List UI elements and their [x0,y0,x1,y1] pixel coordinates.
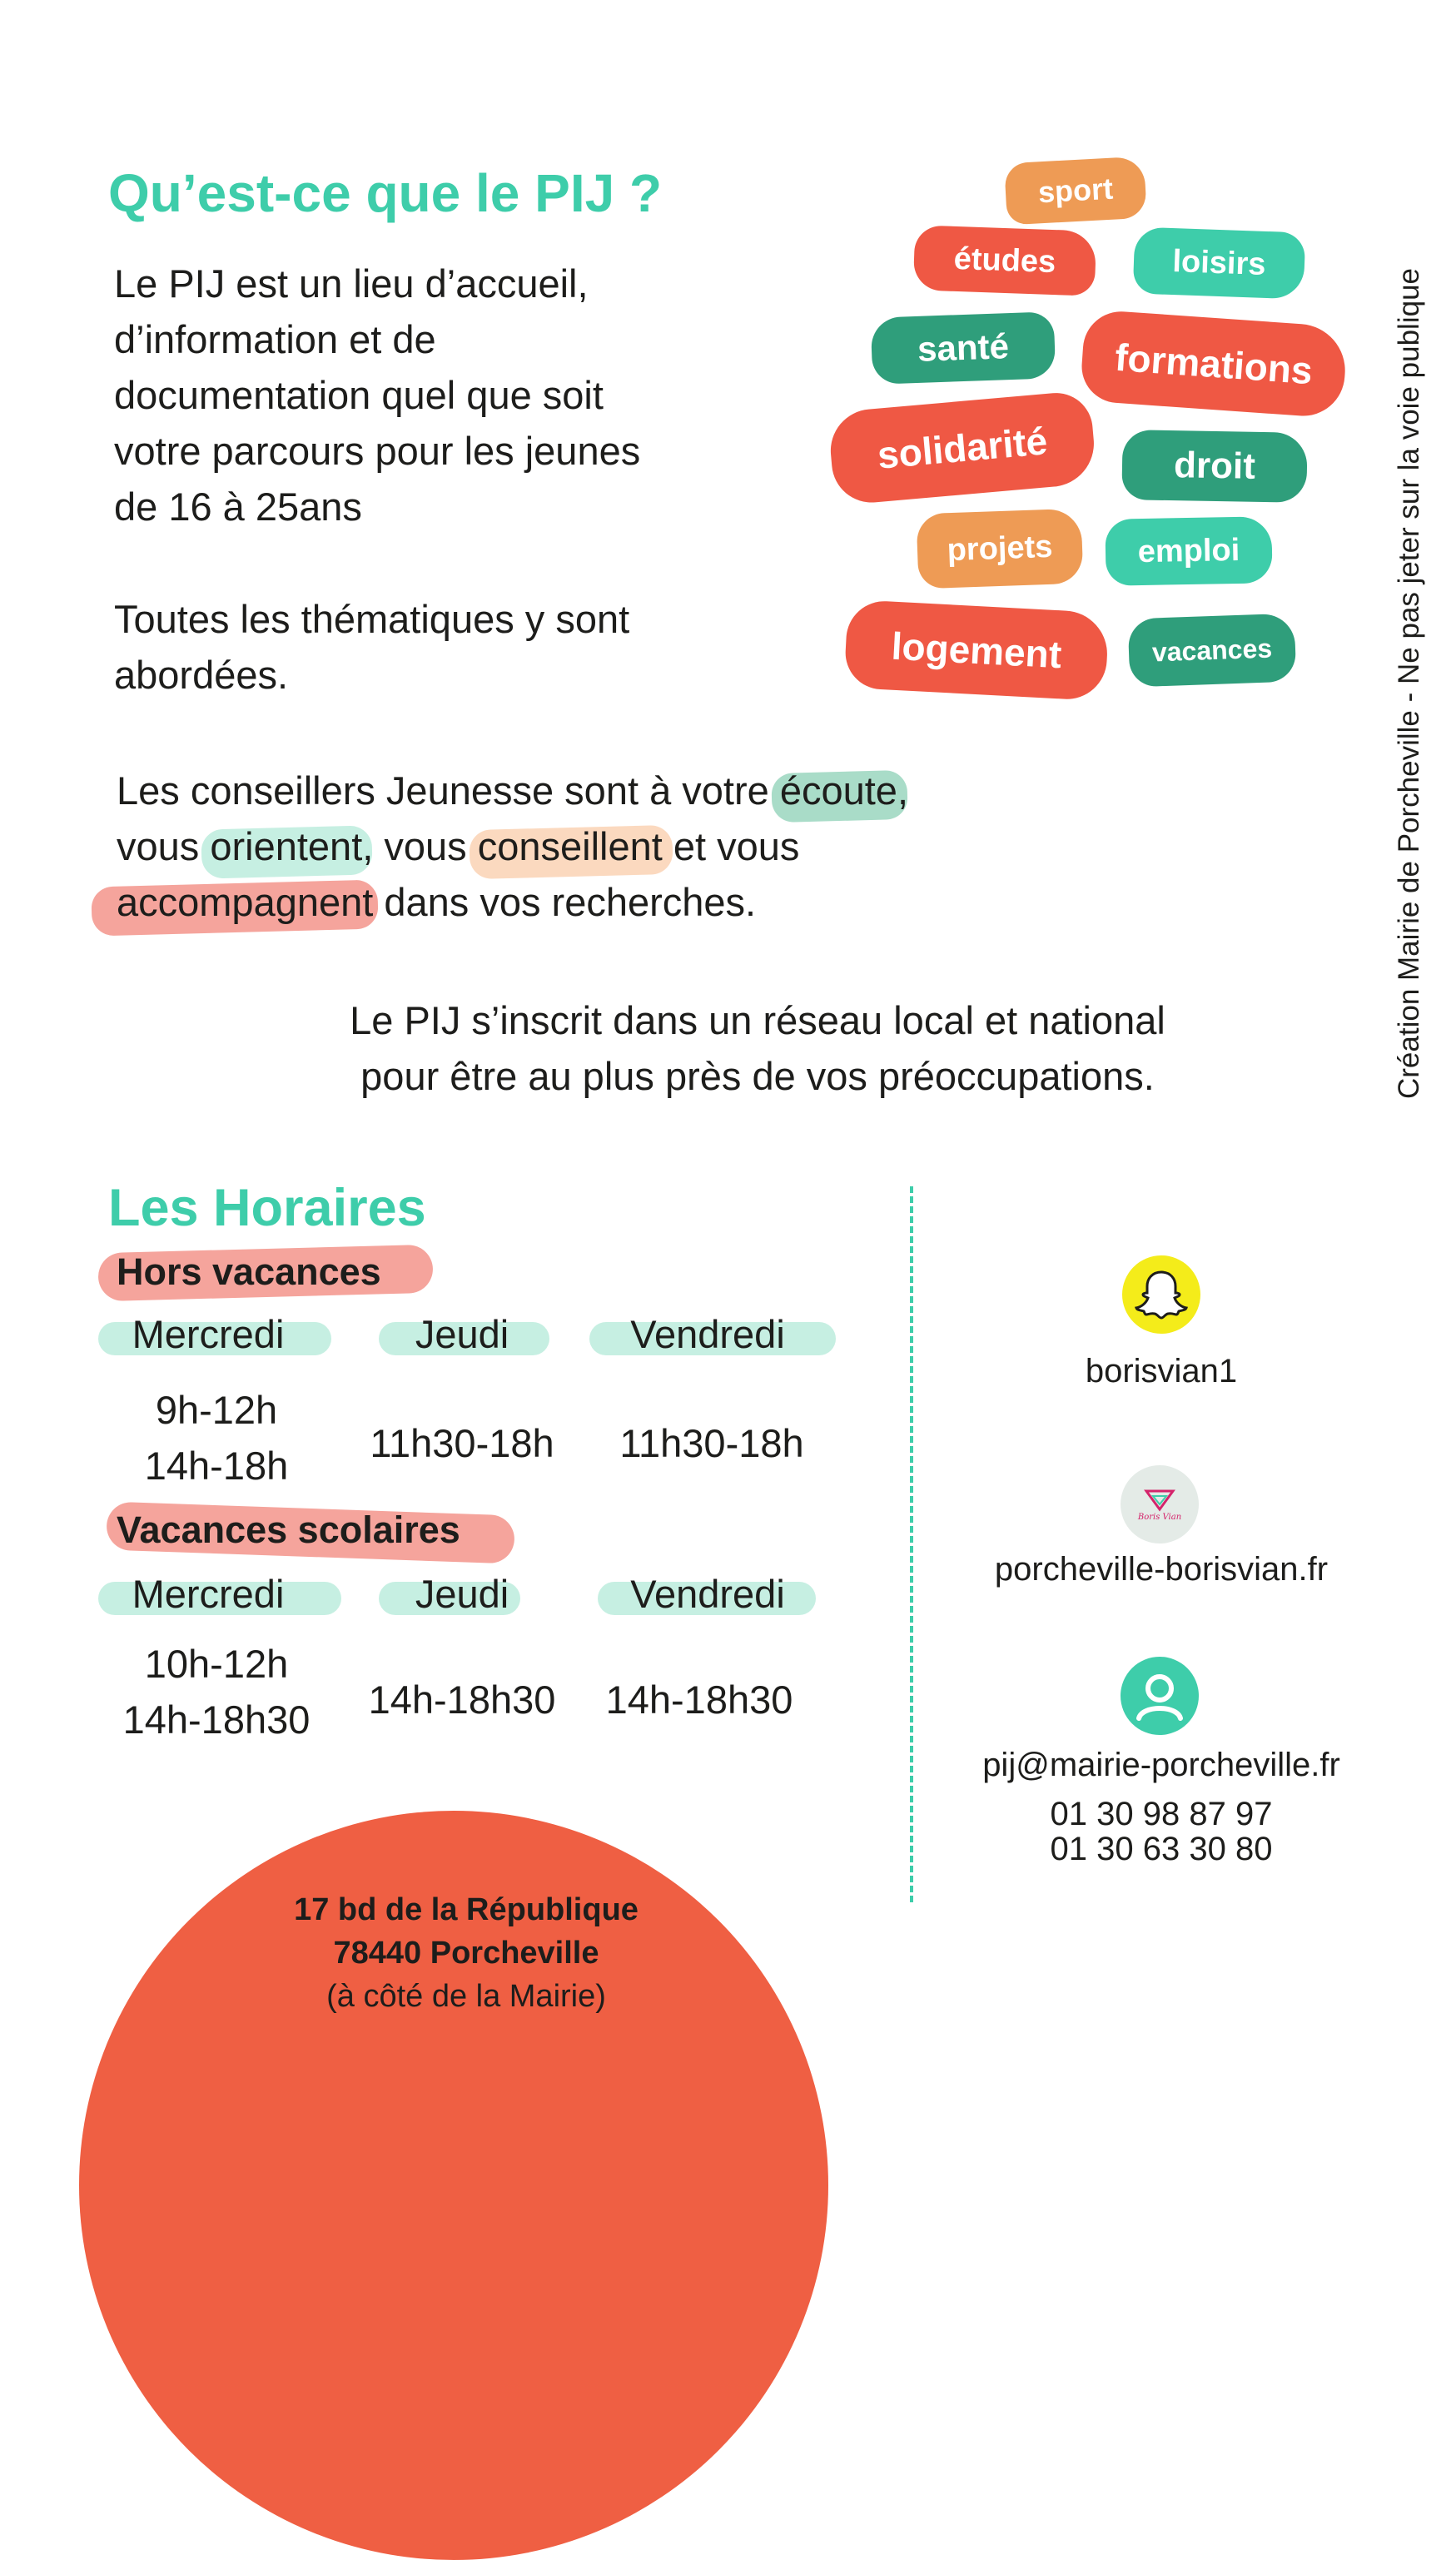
logo-text: Boris Vian [1137,1512,1182,1522]
time-slot: 9h-12h [155,1388,278,1432]
day-mercredi: Mercredi [132,1572,285,1616]
page-title: Qu’est-ce que le PIJ ? [108,163,663,223]
time-vendredi [574,1672,824,1727]
tag-sport: sport [1004,157,1147,226]
email-link[interactable]: pij@mairie-porcheville.fr [982,1747,1340,1783]
time-slot: 14h-18h30 [368,1678,556,1722]
tag-projets: projets [916,509,1083,589]
address-note: (à côté de la Mairie) [326,1979,606,2014]
network-line: Le PIJ s’inscrit dans un réseau local et national [350,998,1165,1042]
advisors-text: vous [117,824,211,868]
user-icon [1121,1657,1199,1735]
address-block [208,1888,724,2018]
address-city: 78440 Porcheville [333,1936,599,1971]
advisors-text: , [897,768,909,813]
snapchat-handle[interactable]: borisvian1 [1085,1353,1238,1389]
time-jeudi [337,1415,587,1471]
time-slot: 11h30-18h [619,1421,804,1465]
address-street: 17 bd de la République [294,1892,639,1927]
tag-etudes: études [913,225,1097,296]
vacances-scolaires-label: Vacances scolaires [117,1509,460,1551]
tag-droit: droit [1121,430,1307,503]
advisors-text: dans vos recherches. [373,880,757,924]
network-paragraph [283,992,1232,1104]
time-jeudi [337,1672,587,1727]
tag-solidarite: solidarité [827,390,1098,505]
time-slot: 14h-18h30 [122,1698,311,1742]
themes-paragraph [114,591,629,703]
time-slot: 11h30-18h [370,1421,554,1465]
network-line: pour être au plus près de vos préoccupations. [360,1054,1155,1098]
time-slot: 14h-18h [144,1444,289,1488]
phone-1[interactable]: 01 30 98 87 97 [1050,1796,1273,1832]
website-logo-icon[interactable] [1121,1465,1199,1543]
intro-line: Le PIJ est un lieu d’accueil, [114,261,589,306]
highlight-accompagnent: accompagnent [117,874,373,930]
snapchat-icon[interactable] [1122,1255,1200,1334]
tag-loisirs: loisirs [1133,226,1306,299]
themes-line: abordées. [114,653,289,697]
advisors-text: Les conseillers Jeunesse sont à votre [117,768,780,813]
intro-line: votre parcours pour les jeunes [114,429,641,473]
side-credit: Création Mairie de Porcheville - Ne pas jeter sur la voie publique [1393,268,1425,1099]
intro-line: de 16 à 25ans [114,485,362,529]
section-divider [910,1186,913,1902]
day-jeudi: Jeudi [415,1572,509,1616]
intro-line: documentation quel que soit [114,373,604,417]
website-link[interactable]: porcheville-borisvian.fr [994,1551,1329,1588]
hors-vacances-label: Hors vacances [117,1250,381,1293]
time-mercredi [92,1636,341,1747]
advisors-paragraph [117,763,908,930]
advisors-text: , vous [362,824,478,868]
time-slot: 14h-18h30 [605,1678,793,1722]
tag-sante: santé [871,311,1056,385]
highlight-ecoute: écoute [780,763,897,818]
time-mercredi [92,1382,341,1494]
tag-emploi: emploi [1105,516,1272,585]
highlight-orientent: orientent [210,818,362,874]
intro-line: d’information et de [114,317,436,361]
highlight-conseillent: conseillent [478,818,663,874]
day-vendredi: Vendredi [630,1312,785,1356]
tag-logement: logement [843,599,1109,701]
tag-formations: formations [1080,309,1349,419]
day-jeudi: Jeudi [415,1312,509,1356]
day-vendredi: Vendredi [630,1572,785,1616]
phone-numbers [999,1797,1324,1867]
time-slot: 10h-12h [144,1642,289,1686]
themes-line: Toutes les thématiques y sont [114,597,630,641]
phone-2[interactable]: 01 30 63 30 80 [1050,1831,1273,1867]
tag-vacances: vacances [1128,614,1297,688]
advisors-text: et vous [662,824,800,868]
intro-paragraph [114,256,640,534]
time-vendredi [587,1415,837,1471]
day-mercredi: Mercredi [132,1312,285,1356]
hours-title: Les Horaires [108,1179,426,1237]
